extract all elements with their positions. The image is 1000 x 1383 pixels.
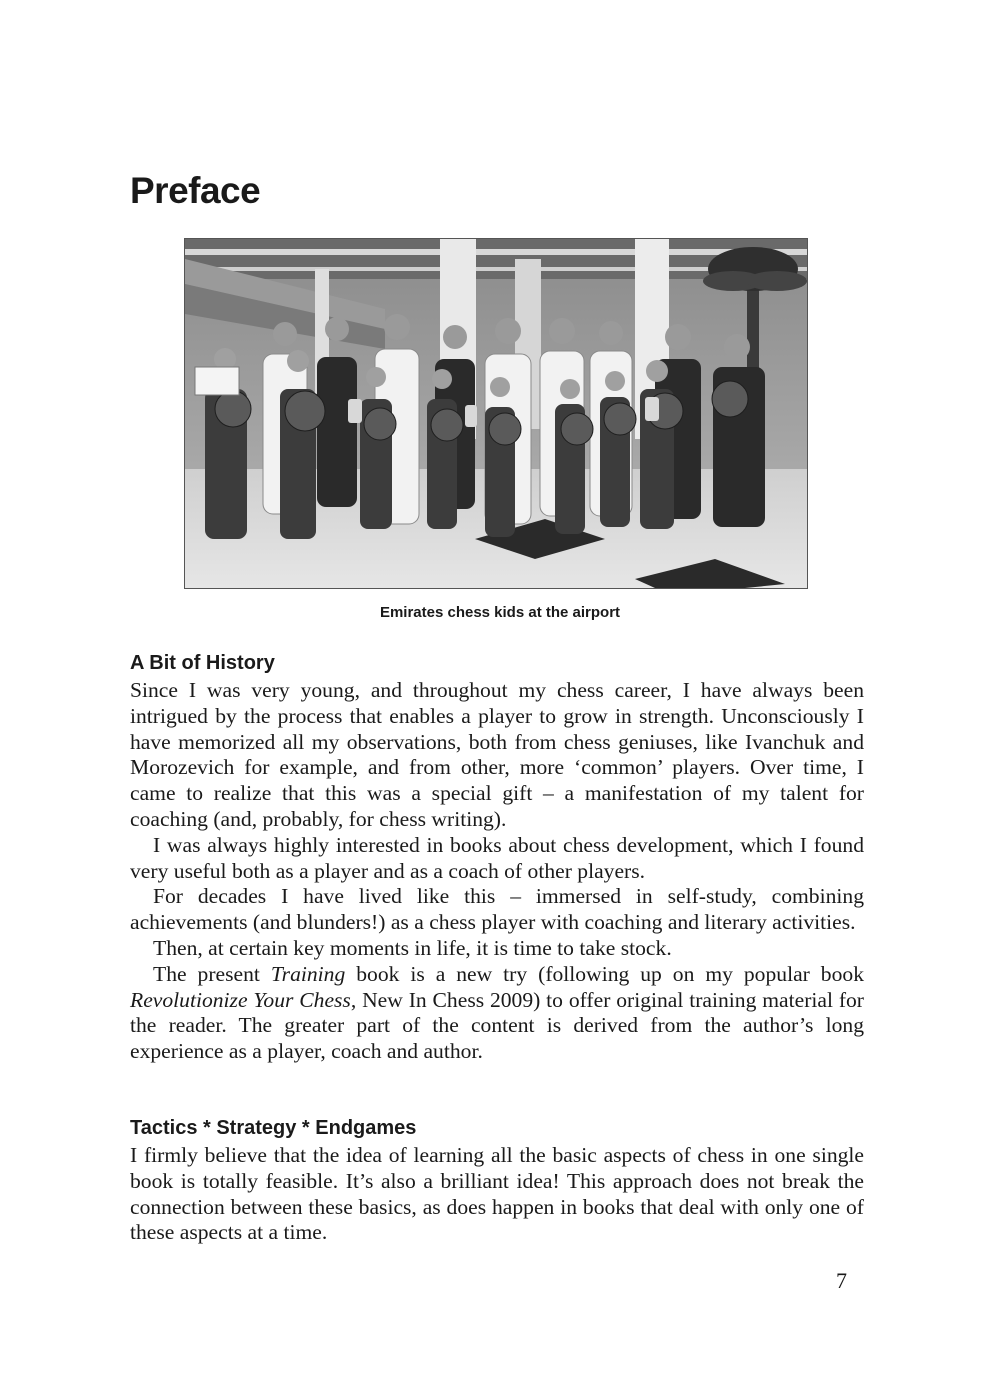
group-photo	[184, 238, 808, 589]
section-body-tactics	[130, 1143, 864, 1246]
paragraph: I firmly believe that the idea of learning all the basic aspects of chess in one single book is totally feasible. It’s also a brilliant idea! This approach does not break the connection between these basics, as does happen in books that deal with only one of these aspects at a time.	[130, 1143, 864, 1245]
text-run: , New In Chess 2009) to offer original training material for the reader. The greater part of the content is derived from the author’s long experience as a player, coach and author.	[130, 987, 865, 1064]
book-title-italic: Revolutionize Your Chess	[130, 987, 351, 1012]
text-run: The present	[153, 961, 271, 986]
paragraph: For decades I have lived like this – immersed in self-study, combining achievements (and blunders!) as a chess player with coaching and literary activities.	[130, 884, 864, 935]
text-run: book is a new try (following up on my popular book	[345, 961, 864, 986]
paragraph	[130, 962, 864, 1065]
chapter-title: Preface	[130, 170, 261, 211]
section-heading-tactics: Tactics * Strategy * Endgames	[130, 1117, 417, 1139]
paragraph: Since I was very young, and throughout my chess career, I have always been intrigued by the process that enables a player to grow in strength. Unconsciously I have memorized all my observations, both from chess geniuses, like Ivanchuk and Morozevich for example, and from other, more ‘common’ players. Over time, I came to realize that this was a special gift – a manifestation of my talent for coaching (and, probably, for chess writing).	[130, 678, 864, 831]
photo-caption: Emirates chess kids at the airport	[379, 604, 621, 621]
paragraph: Then, at certain key moments in life, it is time to take stock.	[153, 935, 672, 960]
section-heading-history: A Bit of History	[130, 652, 275, 674]
page-number: 7	[836, 1268, 847, 1293]
paragraph: I was always highly interested in books about chess development, which I found very useful both as a player and as a coach of other players.	[130, 832, 864, 883]
section-body-history	[130, 678, 864, 1065]
group-photo-image	[185, 239, 807, 588]
book-title-italic: Training	[270, 961, 346, 986]
